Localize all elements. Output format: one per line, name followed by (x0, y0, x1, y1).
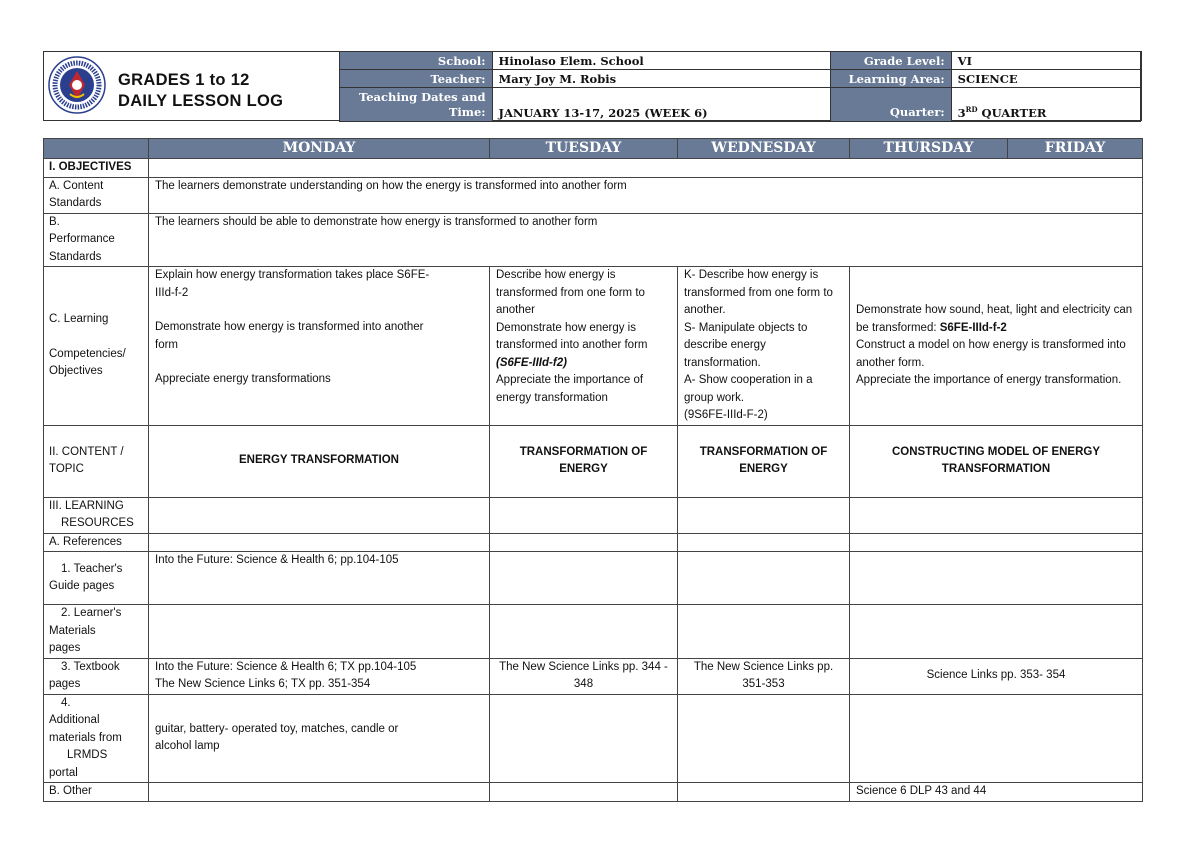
content-standards-label-1: A. Content (49, 179, 104, 192)
references-row (44, 533, 1143, 552)
tuesday-competencies (490, 267, 678, 426)
additional-materials-label-2: Additional (49, 714, 100, 726)
content-topic-label-2: TOPIC (49, 463, 84, 475)
content-standards-label-2: Standards (49, 197, 102, 209)
additional-materials-row (44, 694, 1143, 783)
references-tuesday-empty (490, 533, 678, 552)
other-wednesday-empty (678, 783, 850, 802)
performance-standards-row (44, 213, 1143, 267)
learners-materials-label-2: Materials (49, 624, 96, 637)
school-label: School: (340, 52, 493, 70)
teachers-guide-thursday-empty (850, 552, 1143, 605)
learning-competencies-row (44, 267, 1143, 426)
objectives-empty (149, 159, 1143, 178)
monday-competencies (149, 267, 490, 426)
references-label: A. References (44, 533, 149, 552)
day-thursday: THURSDAY (850, 139, 1008, 159)
quarter-label: Quarter: (830, 88, 951, 122)
content-standards-label (44, 177, 149, 213)
learners-materials-monday-empty (149, 605, 490, 659)
learning-competencies-label-3: Objectives (49, 365, 103, 377)
performance-standards-text: The learners should be able to demonstrate how energy is transformed to another form (149, 213, 1143, 267)
learning-resources-row (44, 497, 1143, 533)
additional-materials-label-5: portal (49, 766, 78, 779)
wednesday-competency-s: S- Manipulate objects to describe energy transformation. (684, 321, 808, 369)
additional-materials-label-1: 4. (61, 696, 71, 709)
content-standards-row (44, 177, 1143, 213)
additional-materials-label (44, 694, 149, 783)
objectives-label: I. OBJECTIVES (44, 159, 149, 178)
day-header-blank (44, 139, 149, 159)
title-line-1: GRADES 1 to 12 (118, 71, 250, 89)
learners-materials-row (44, 605, 1143, 659)
learning-resources-label (44, 497, 149, 533)
day-header-row (44, 139, 1143, 159)
additional-materials-wednesday-empty (678, 694, 850, 783)
learning-resources-label-2: RESOURCES (61, 517, 134, 529)
other-tuesday-empty (490, 783, 678, 802)
other-label: B. Other (44, 783, 149, 802)
resources-monday-empty (149, 497, 490, 533)
content-topic-row (44, 425, 1143, 497)
teacher-value: Mary Joy M. Robis (492, 70, 830, 88)
additional-materials-monday: guitar, battery- operated toy, matches, candle or alcohol lamp (149, 694, 490, 783)
teaching-dates-label-line-1: Teaching Dates and (358, 90, 486, 104)
other-monday-empty (149, 783, 490, 802)
tuesday-competency-2-text: Demonstrate how energy is transformed into another form (496, 321, 648, 351)
additional-materials-tuesday-empty (490, 694, 678, 783)
teachers-guide-row (44, 552, 1143, 605)
thursday-competency-3: Appreciate the importance of energy transformation. (856, 374, 1122, 386)
textbook-label (44, 658, 149, 694)
day-friday: FRIDAY (1008, 139, 1143, 159)
document-title (118, 70, 283, 112)
textbook-thursday: Science Links pp. 353- 354 (850, 658, 1143, 694)
monday-competency-1a: Explain how energy transformation takes place S6FE- (155, 269, 430, 281)
other-thursday: Science 6 DLP 43 and 44 (850, 783, 1143, 802)
title-line-2: DAILY LESSON LOG (118, 92, 284, 110)
tuesday-competency-code: (S6FE-IIId-f2) (496, 356, 567, 369)
learning-competencies-label-1: C. Learning (49, 313, 109, 325)
teacher-label: Teacher: (340, 70, 493, 88)
wednesday-competency-code: (9S6FE-IIId-F-2) (684, 409, 768, 421)
teachers-guide-wednesday-empty (678, 552, 850, 605)
objectives-row (44, 159, 1143, 178)
quarter-value (951, 88, 1140, 122)
content-standards-text: The learners demonstrate understanding on how the energy is transformed into another form (149, 177, 1143, 213)
thursday-competency-code: S6FE-IIId-f-2 (939, 321, 1007, 334)
thursday-competency-2: Construct a model on how energy is transformed into another form. (856, 339, 1126, 369)
teaching-dates-label (340, 88, 493, 122)
wednesday-competency-a: A- Show cooperation in a group work. (684, 374, 813, 404)
quarter-number: 3 (957, 106, 966, 120)
learners-materials-tuesday-empty (490, 605, 678, 659)
textbook-monday-2: The New Science Links 6; TX pp. 351-354 (155, 678, 371, 690)
performance-standards-label (44, 213, 149, 267)
wednesday-competency-k: K- Describe how energy is transformed from one form to another. (684, 269, 833, 316)
thursday-competencies (850, 267, 1143, 426)
textbook-monday-1: Into the Future: Science & Health 6; TX pp.104-105 (155, 660, 417, 673)
teachers-guide-label-2: Guide pages (49, 580, 115, 592)
wednesday-topic: TRANSFORMATION OF ENERGY (678, 425, 850, 497)
learning-resources-label-1: III. LEARNING (49, 499, 124, 512)
monday-competency-3: Appreciate energy transformations (155, 373, 331, 385)
thursday-topic: CONSTRUCTING MODEL OF ENERGY TRANSFORMATION (850, 425, 1143, 497)
resources-wednesday-empty (678, 497, 850, 533)
quarter-word: QUARTER (977, 106, 1047, 120)
quarter-ordinal: RD (965, 105, 978, 115)
school-info-table (339, 51, 1141, 122)
additional-materials-label-3: materials from (49, 731, 122, 744)
monday-topic: ENERGY TRANSFORMATION (149, 425, 490, 497)
tuesday-topic: TRANSFORMATION OF ENERGY (490, 425, 678, 497)
learners-materials-label (44, 605, 149, 659)
learners-materials-thursday-empty (850, 605, 1143, 659)
thursday-competency-1-text: Demonstrate how sound, heat, light and electricity can be transformed: (856, 304, 1133, 334)
resources-tuesday-empty (490, 497, 678, 533)
additional-materials-label-4: LRMDS (67, 749, 108, 761)
performance-standards-label-2: Performance (49, 233, 115, 245)
monday-competency-1b: IIId-f-2 (155, 286, 189, 299)
teachers-guide-tuesday-empty (490, 552, 678, 605)
learners-materials-label-1: 2. Learner's (61, 607, 122, 619)
textbook-row (44, 658, 1143, 694)
teaching-dates-label-line-2: Time: (448, 105, 486, 119)
tuesday-competency-2 (496, 320, 671, 373)
content-topic-label-1: II. CONTENT / (49, 445, 124, 458)
learning-competencies-label-2: Competencies/ (49, 347, 126, 360)
day-wednesday: WEDNESDAY (678, 139, 850, 159)
textbook-label-2: pages (49, 678, 81, 690)
grade-level-value: VI (951, 52, 1140, 70)
textbook-label-1: 3. Textbook (61, 660, 120, 673)
learning-area-value: SCIENCE (951, 70, 1140, 88)
teaching-dates-value: JANUARY 13-17, 2025 (WEEK 6) (492, 88, 830, 122)
wednesday-competencies (678, 267, 850, 426)
deped-seal-logo (48, 56, 106, 114)
teachers-guide-label (44, 552, 149, 605)
thursday-competency-1 (856, 302, 1136, 337)
monday-competency-2b: form (155, 338, 178, 351)
references-thursday-empty (850, 533, 1143, 552)
learners-materials-wednesday-empty (678, 605, 850, 659)
references-monday-empty (149, 533, 490, 552)
day-monday: MONDAY (149, 139, 490, 159)
textbook-tuesday: The New Science Links pp. 344 - 348 (490, 658, 678, 694)
textbook-monday (149, 658, 490, 694)
content-topic-label (44, 425, 149, 497)
resources-thursday-empty (850, 497, 1143, 533)
performance-standards-label-1: B. (49, 215, 60, 228)
additional-materials-thursday-empty (850, 694, 1143, 783)
learners-materials-label-3: pages (49, 642, 81, 654)
teachers-guide-monday: Into the Future: Science & Health 6; pp.104-105 (149, 552, 490, 605)
lesson-log-header (43, 51, 1142, 121)
learning-area-label: Learning Area: (830, 70, 951, 88)
tuesday-competency-3: Appreciate the importance of energy transformation (496, 374, 644, 404)
monday-competency-2a: Demonstrate how energy is transformed into another (155, 321, 424, 333)
teachers-guide-label-1: 1. Teacher's (61, 562, 123, 575)
grade-level-label: Grade Level: (830, 52, 951, 70)
references-wednesday-empty (678, 533, 850, 552)
learning-competencies-label (44, 267, 149, 426)
tuesday-competency-1: Describe how energy is transformed from one form to another (496, 269, 645, 316)
textbook-wednesday: The New Science Links pp. 351-353 (678, 658, 850, 694)
day-tuesday: TUESDAY (490, 139, 678, 159)
performance-standards-label-3: Standards (49, 250, 102, 263)
other-row (44, 783, 1143, 802)
school-value: Hinolaso Elem. School (492, 52, 830, 70)
lesson-log-table (43, 138, 1143, 802)
